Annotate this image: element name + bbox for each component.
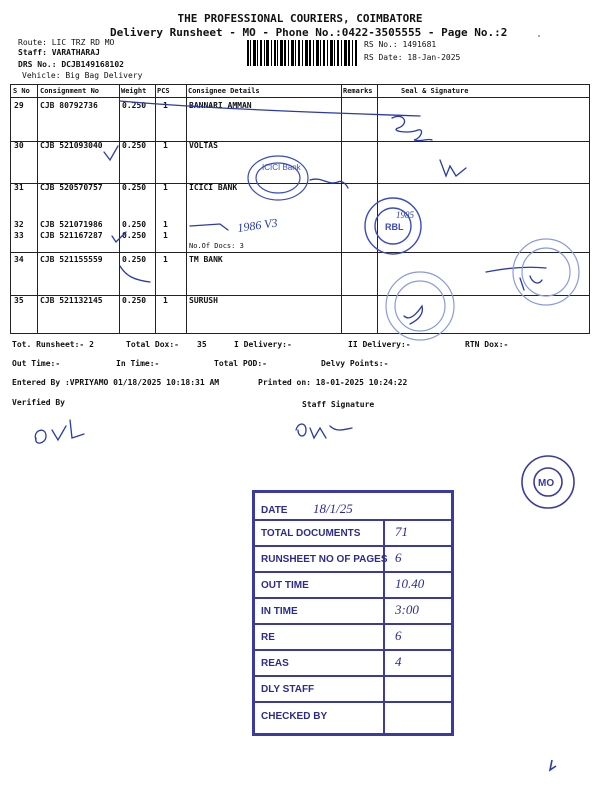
col-header-weight: Weight <box>121 87 147 95</box>
tm-bank-seal <box>513 239 579 305</box>
row-sno: 33 <box>14 231 24 240</box>
row-consignee: VOLTAS <box>189 141 218 150</box>
pen-stroke <box>190 224 228 230</box>
row-sno: 30 <box>14 141 24 150</box>
drs-number: DRS No.: DCJB149168102 <box>18 60 124 69</box>
runsheet-subtitle: Delivery Runsheet - MO - Phone No.:0422-3505555 - Page No.:2 <box>110 26 508 39</box>
row-sno: 35 <box>14 296 24 305</box>
col-header-consignment: Consignment No <box>40 87 100 95</box>
pen-stroke <box>120 266 150 282</box>
pen-stroke <box>120 101 420 116</box>
row-sno: 29 <box>14 101 24 110</box>
signature-mark <box>392 116 432 140</box>
pen-stroke <box>112 232 126 242</box>
total-dox-value: 35 <box>197 340 207 349</box>
rs-date: RS Date: 18-Jan-2025 <box>364 53 461 62</box>
route-text: Route: LIC TRZ RD MO <box>18 38 115 47</box>
stamp-row-label: REAS <box>261 658 289 669</box>
icici-seal <box>248 156 308 200</box>
row-weight: 0.250 <box>122 101 147 110</box>
printed-on: Printed on: 18-01-2025 10:24:22 <box>258 378 408 387</box>
entered-by: Entered By :VPRIYAMO 01/18/2025 10:18:31 AM <box>12 378 220 387</box>
row-consignment: CJB 521167287 <box>40 231 103 240</box>
row-pcs: 1 <box>163 220 168 229</box>
ii-delivery: II Delivery:- <box>348 340 411 349</box>
row-consignment: CJB 521155559 <box>40 255 103 264</box>
col-header-remarks: Remarks <box>343 87 373 95</box>
row-consignment: CJB 80792736 <box>40 101 98 110</box>
verified-by-label: Verified By <box>12 398 65 407</box>
rbl-seal-text: RBL <box>385 222 404 232</box>
tick-mark <box>104 146 118 160</box>
stamp-row-label: OUT TIME <box>261 580 309 591</box>
tot-runsheet: Tot. Runsheet:- 2 <box>12 340 94 349</box>
staff-signature-label: Staff Signature <box>302 400 375 409</box>
ink-mark <box>550 760 556 770</box>
stamp-row-label: IN TIME <box>261 606 298 617</box>
verified-signature <box>35 420 84 443</box>
stamp-row-value: 6 <box>395 550 402 565</box>
signature-mark <box>404 306 422 324</box>
stamp-row-label: RUNSHEET NO OF PAGES <box>261 554 388 565</box>
handwritten-note: 1986 V3 <box>236 215 279 235</box>
row-consignee: BANNARI AMMAN <box>189 101 252 110</box>
row-weight: 0.250 <box>122 220 147 229</box>
vehicle-text: Vehicle: Big Bag Delivery <box>22 71 143 80</box>
stamp-row-label: DLY STAFF <box>261 684 315 695</box>
delvy-points: Delvy Points:- <box>321 359 389 368</box>
company-title: THE PROFESSIONAL COURIERS, COIMBATORE <box>177 12 423 25</box>
row-weight: 0.250 <box>122 296 147 305</box>
signature-mark <box>440 160 466 176</box>
staff-text: Staff: VARATHARAJ <box>18 48 100 57</box>
row-consignee: SURUSH <box>189 296 218 305</box>
stamp-row-value: 71 <box>395 524 408 539</box>
mo-seal-text: MO <box>538 478 555 489</box>
stamp-date-label: DATE <box>261 505 288 516</box>
row-sno: 31 <box>14 183 24 192</box>
in-time: In Time:- <box>116 359 160 368</box>
stamp-date-value: 18/1/25 <box>313 501 353 516</box>
row-pcs: 1 <box>163 141 168 150</box>
row-consignment: CJB 521093040 <box>40 141 103 150</box>
stamp-row-label: CHECKED BY <box>261 711 328 722</box>
total-dox-label: Total Dox:- <box>126 340 179 349</box>
row-consignment: CJB 521071986 <box>40 220 103 229</box>
i-delivery: I Delivery:- <box>234 340 292 349</box>
row-consignee: TM BANK <box>189 255 223 264</box>
row-sno: 34 <box>14 255 24 264</box>
row-pcs: 1 <box>163 183 168 192</box>
total-pod: Total POD:- <box>214 359 267 368</box>
row35-seal <box>386 272 454 340</box>
row-pcs: 1 <box>163 296 168 305</box>
row-consignment: CJB 521132145 <box>40 296 103 305</box>
stamp-row-value: 4 <box>395 654 402 669</box>
col-header-consignee: Consignee Details <box>188 87 260 95</box>
rs-number: RS No.: 1491681 <box>364 40 437 49</box>
row-pcs: 1 <box>163 101 168 110</box>
icici-seal-text: ICICI Bank <box>262 163 301 172</box>
stamp-row-value: 6 <box>395 628 402 643</box>
col-header-sno: S No <box>13 87 30 95</box>
row-consignment: CJB 520570757 <box>40 183 103 192</box>
signature-mark <box>310 179 348 188</box>
row-weight: 0.250 <box>122 183 147 192</box>
staff-signature <box>296 424 352 438</box>
mo-seal <box>522 456 574 508</box>
stamp-row-value: 3:00 <box>395 602 419 617</box>
no-of-docs: No.Of Docs: 3 <box>189 242 244 250</box>
stamp-row-label: TOTAL DOCUMENTS <box>261 528 361 539</box>
rtn-dox: RTN Dox:- <box>465 340 509 349</box>
row-pcs: 1 <box>163 231 168 240</box>
row-weight: 0.250 <box>122 141 147 150</box>
stamp-row-value: 10.40 <box>395 576 425 591</box>
row-pcs: 1 <box>163 255 168 264</box>
row-consignee: ICICI BANK <box>189 183 238 192</box>
row-sno: 32 <box>14 220 24 229</box>
col-header-seal-signature: Seal & Signature <box>401 87 469 95</box>
handwritten-ref: 1985 <box>396 210 414 220</box>
row-weight: 0.250 <box>122 255 147 264</box>
stamp-row-label: RE <box>261 632 275 643</box>
row-weight: 0.250 <box>122 231 147 240</box>
rbl-seal <box>365 198 421 254</box>
out-time: Out Time:- <box>12 359 61 368</box>
col-header-pcs: PCS <box>157 87 170 95</box>
